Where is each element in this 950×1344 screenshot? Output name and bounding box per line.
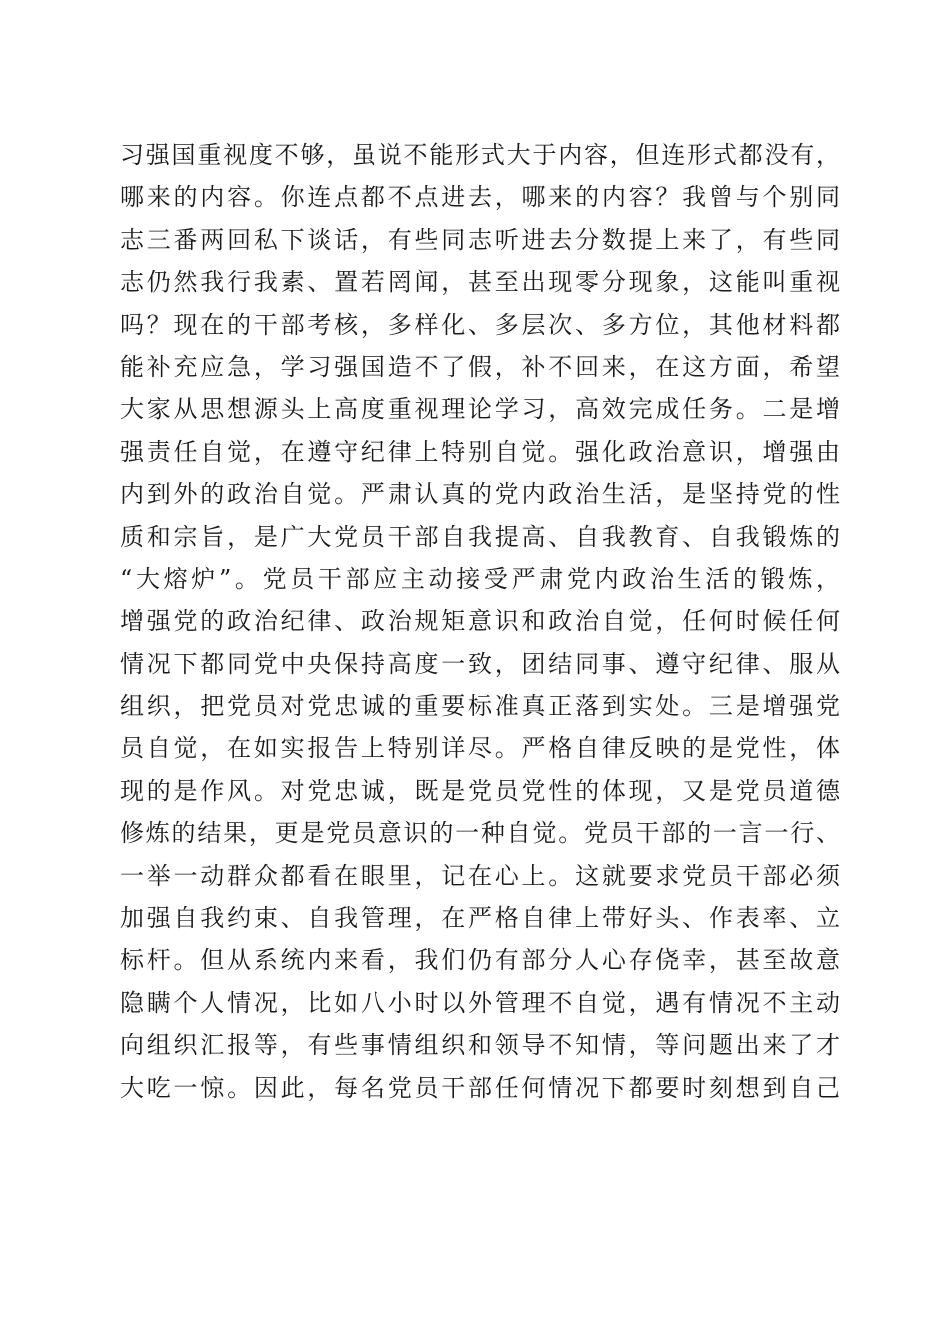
body-text	[120, 134, 840, 1109]
text-line: 一举一动群众都看在眼里，记在心上。这就要求党员干部必须	[120, 861, 840, 890]
text-line: 大家从思想源头上高度重视理论学习，高效完成任务。二是增	[120, 395, 840, 424]
text-line: 员自觉，在如实报告上特别详尽。严格自律反映的是党性，体	[120, 734, 840, 763]
text-line: 加强自我约束、自我管理，在严格自律上带好头、作表率、立	[120, 904, 840, 933]
text-line: 习强国重视度不够，虽说不能形式大于内容，但连形式都没有，	[120, 141, 840, 169]
text-line: 大吃一惊。因此，每名党员干部任何情况下都要时刻想到自己	[120, 1073, 840, 1102]
text-line: 标杆。但从系统内来看，我们仍有部分人心存侥幸，甚至故意	[120, 946, 840, 975]
text-line: 强责任自觉，在遵守纪律上特别自觉。强化政治意识，增强由	[120, 437, 840, 466]
text-line: “大熔炉”。党员干部应主动接受严肃党内政治生活的锻炼，	[120, 564, 840, 593]
text-line: 志仍然我行我素、置若罔闻，甚至出现零分现象，这能叫重视	[120, 268, 840, 297]
text-line: 志三番两回私下谈话，有些同志听进去分数提上来了，有些同	[120, 225, 840, 254]
text-line: 吗？现在的干部考核，多样化、多层次、多方位，其他材料都	[120, 310, 840, 339]
text-line: 修炼的结果，更是党员意识的一种自觉。党员干部的一言一行、	[120, 819, 840, 848]
text-line: 组织，把党员对党忠诚的重要标准真正落到实处。三是增强党	[120, 692, 840, 721]
text-line: 向组织汇报等，有些事情组织和领导不知情，等问题出来了才	[120, 1031, 840, 1060]
text-line: 能补充应急，学习强国造不了假，补不回来，在这方面，希望	[120, 352, 840, 381]
text-line: 内到外的政治自觉。严肃认真的党内政治生活，是坚持党的性	[120, 480, 840, 509]
text-line: 隐瞒个人情况，比如八小时以外管理不自觉，遇有情况不主动	[120, 988, 840, 1017]
text-line: 哪来的内容。你连点都不点进去，哪来的内容？我曾与个别同	[120, 183, 840, 212]
text-line: 质和宗旨，是广大党员干部自我提高、自我教育、自我锻炼的	[120, 522, 840, 551]
text-line: 现的是作风。对党忠诚，既是党员党性的体现，又是党员道德	[120, 776, 840, 805]
text-line: 情况下都同党中央保持高度一致，团结同事、遵守纪律、服从	[120, 649, 840, 678]
text-line: 增强党的政治纪律、政治规矩意识和政治自觉，任何时候任何	[120, 607, 840, 636]
